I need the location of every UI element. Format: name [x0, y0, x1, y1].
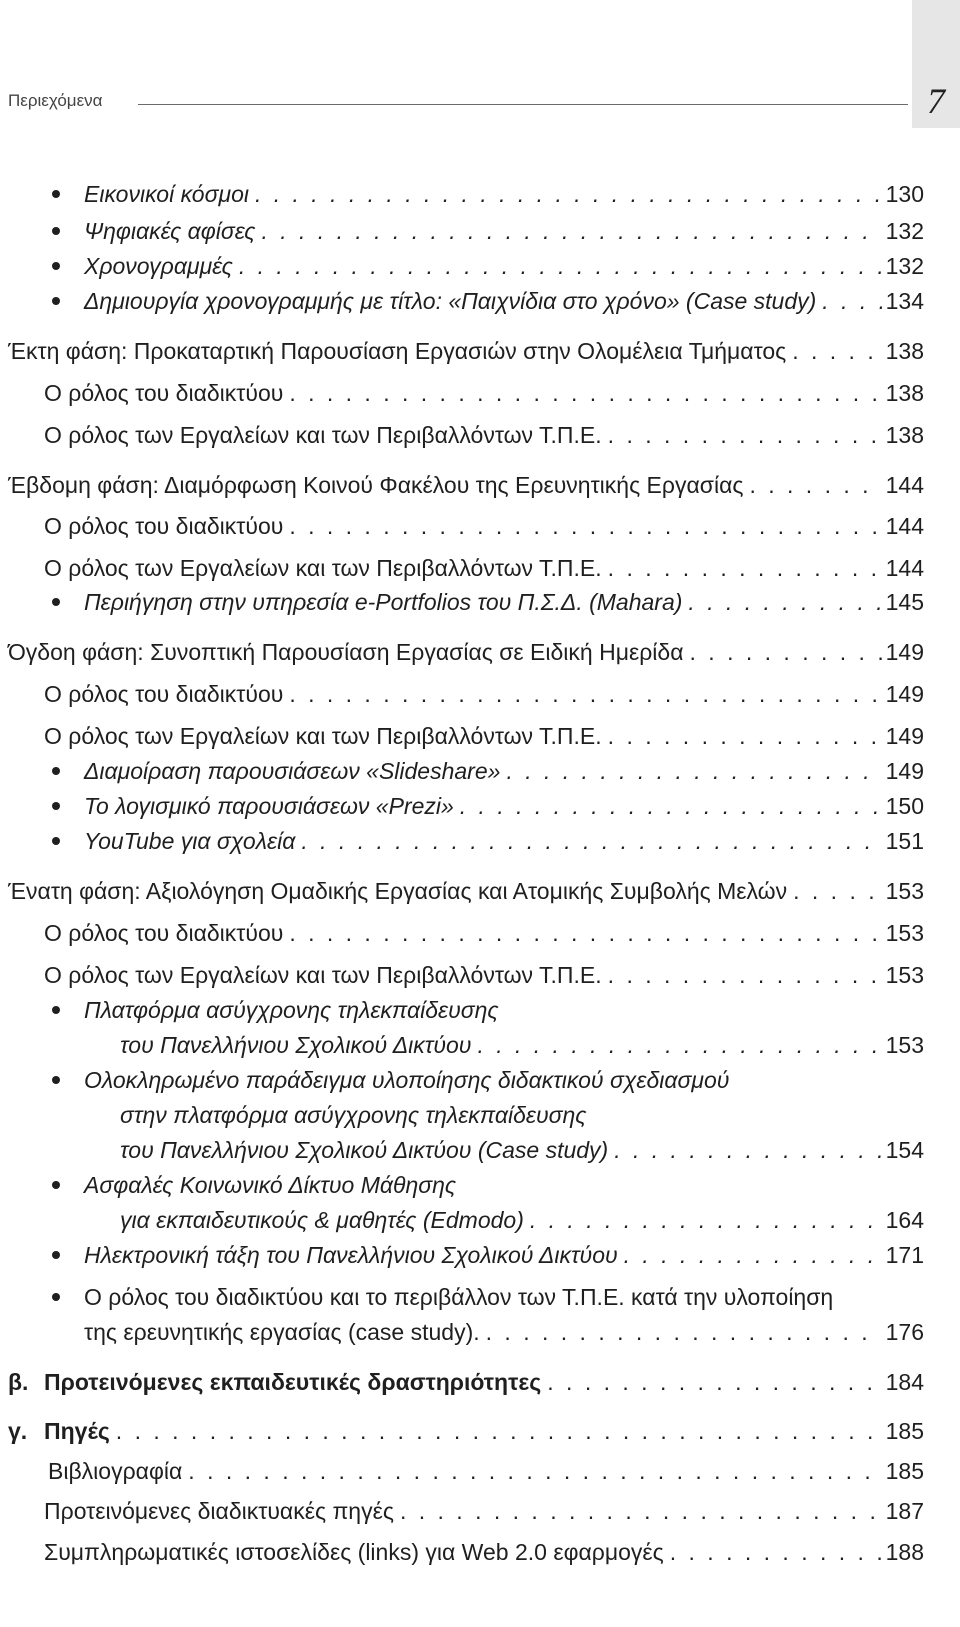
- bullet-icon: [52, 297, 60, 305]
- section-letter: β.: [8, 1369, 29, 1395]
- toc-entry: [84, 1240, 924, 1270]
- dot-leader: [289, 511, 881, 541]
- toc-entry: [48, 1456, 924, 1486]
- toc-entry-page: 153: [885, 920, 924, 946]
- dot-leader: [670, 1537, 882, 1567]
- toc-entry-title: της ερευνητικής εργασίας (case study).: [84, 1319, 480, 1345]
- bullet-icon: [52, 767, 60, 775]
- bullet-icon: [52, 1006, 60, 1014]
- toc-entry-page: 132: [885, 253, 924, 279]
- toc-entry: [44, 420, 924, 450]
- bullet-icon: [52, 1181, 60, 1189]
- toc-entry: [44, 511, 924, 541]
- toc-entry: [120, 1135, 924, 1165]
- toc-entry-page: 149: [885, 639, 924, 665]
- toc-entry-page: 144: [885, 513, 924, 539]
- toc-section-heading: [44, 1367, 924, 1397]
- toc-entry-page: 176: [885, 1319, 924, 1345]
- toc-entry: [44, 1496, 924, 1526]
- dot-leader: [793, 876, 882, 906]
- section-letter: γ.: [8, 1418, 28, 1444]
- toc-phase-heading: [8, 470, 924, 500]
- dot-leader: [289, 679, 881, 709]
- dot-leader: [608, 960, 882, 990]
- dot-leader: [749, 470, 881, 500]
- toc-entry-page: 184: [885, 1369, 924, 1395]
- toc-entry-title: Συμπληρωματικές ιστοσελίδες (links) για Web 2.0 εφαρμογές: [44, 1539, 664, 1565]
- toc-entry-page: 144: [885, 555, 924, 581]
- toc-entry-title: για εκπαιδευτικούς & μαθητές (Edmodo): [120, 1207, 524, 1233]
- dot-leader: [506, 756, 881, 786]
- dot-leader: [486, 1317, 882, 1347]
- dot-leader: [608, 553, 882, 583]
- toc-entry: [44, 1537, 924, 1567]
- bullet-icon: [52, 1076, 60, 1084]
- toc-entry-title: Ένατη φάση: Αξιολόγηση Ομαδικής Εργασίας και Ατομικής Συμβολής Μελών: [8, 878, 788, 904]
- toc-entry: [120, 1205, 924, 1235]
- toc-entry: [44, 918, 924, 948]
- page-header: [0, 0, 960, 130]
- bullet-icon: [52, 598, 60, 606]
- toc-entry: [84, 1317, 924, 1347]
- toc-entry: [84, 286, 924, 316]
- toc-entry: [44, 960, 924, 990]
- dot-leader: [688, 587, 881, 617]
- dot-leader: [255, 179, 882, 209]
- toc-entry-title: Εικονικοί κόσμοι: [84, 181, 249, 207]
- toc-entry-page: 150: [885, 793, 924, 819]
- dot-leader: [614, 1135, 881, 1165]
- toc-entry-title: του Πανελλήνιου Σχολικού Δικτύου (Case study): [120, 1137, 609, 1163]
- toc-entry: [84, 251, 924, 281]
- toc-entry-title: Χρονογραμμές: [84, 253, 233, 279]
- dot-leader: [477, 1030, 881, 1060]
- header-rule: [138, 104, 908, 105]
- dot-leader: [608, 420, 882, 450]
- dot-leader: [547, 1367, 881, 1397]
- toc-entry-line: Πλατφόρμα ασύγχρονης τηλεκπαίδευσης: [84, 997, 499, 1023]
- toc-entry-page: 145: [885, 589, 924, 615]
- toc-entry-title: Ο ρόλος των Εργαλείων και των Περιβαλλόντων Τ.Π.Ε.: [44, 962, 602, 988]
- toc-entry-title: Βιβλιογραφία: [48, 1458, 183, 1484]
- dot-leader: [116, 1416, 882, 1446]
- toc-entry-line: Ολοκληρωμένο παράδειγμα υλοποίησης διδακτικού σχεδιασμού: [84, 1067, 730, 1093]
- bullet-icon: [52, 262, 60, 270]
- toc-entry-page: 149: [885, 681, 924, 707]
- toc-entry-page: 185: [885, 1458, 924, 1484]
- toc-entry-title: Περιήγηση στην υπηρεσία e-Portfolios του Π.Σ.Δ. (Mahara): [84, 589, 683, 615]
- toc-entry: [44, 378, 924, 408]
- dot-leader: [822, 286, 881, 316]
- toc-entry-page: 188: [885, 1539, 924, 1565]
- toc-entry-title: Ψηφιακές αφίσες: [84, 218, 256, 244]
- toc-entry-title: Ο ρόλος του διαδικτύου: [44, 920, 284, 946]
- dot-leader: [301, 826, 881, 856]
- toc-entry-title: του Πανελλήνιου Σχολικού Δικτύου: [120, 1032, 472, 1058]
- toc-entry-page: 164: [885, 1207, 924, 1233]
- toc-entry-line: στην πλατφόρμα ασύγχρονης τηλεκπαίδευσης: [120, 1102, 587, 1128]
- toc-entry-page: 144: [885, 472, 924, 498]
- toc-entry-title: Ο ρόλος των Εργαλείων και των Περιβαλλόντων Τ.Π.Ε.: [44, 723, 602, 749]
- toc-entry-title: YouTube για σχολεία: [84, 828, 296, 854]
- toc-entry-page: 153: [885, 878, 924, 904]
- toc-entry-page: 149: [885, 723, 924, 749]
- dot-leader: [239, 251, 882, 281]
- bullet-icon: [52, 1293, 60, 1301]
- toc-entry: [84, 791, 924, 821]
- toc-entry-page: 138: [885, 422, 924, 448]
- toc-entry: [84, 216, 924, 246]
- bullet-icon: [52, 802, 60, 810]
- dot-leader: [608, 721, 882, 751]
- toc-entry: [84, 826, 924, 856]
- toc-entry-title: Ο ρόλος του διαδικτύου: [44, 681, 284, 707]
- toc-entry: [84, 587, 924, 617]
- toc-entry-title: Όγδοη φάση: Συνοπτική Παρουσίαση Εργασίας σε Ειδική Ημερίδα: [8, 639, 684, 665]
- toc-entry-page: 185: [885, 1418, 924, 1444]
- dot-leader: [261, 216, 881, 246]
- bullet-icon: [52, 837, 60, 845]
- toc-entry-title: Ο ρόλος του διαδικτύου: [44, 380, 284, 406]
- toc-entry-title: Προτεινόμενες εκπαιδευτικές δραστηριότητες: [44, 1369, 542, 1395]
- dot-leader: [460, 791, 882, 821]
- dot-leader: [289, 378, 881, 408]
- toc-entry-page: 154: [885, 1137, 924, 1163]
- toc-entry: [84, 756, 924, 786]
- toc-entry-page: 132: [885, 218, 924, 244]
- toc-entry-title: Δημιουργία χρονογραμμής με τίτλο: «Παιχνίδια στο χρόνο» (Case study): [84, 288, 817, 314]
- toc-entry-title: Ηλεκτρονική τάξη του Πανελλήνιου Σχολικού Δικτύου: [84, 1242, 618, 1268]
- toc-entry-page: 134: [885, 288, 924, 314]
- toc-entry-title: Προτεινόμενες διαδικτυακές πηγές: [44, 1498, 394, 1524]
- toc-entry-title: Το λογισμικό παρουσιάσεων «Prezi»: [84, 793, 454, 819]
- dot-leader: [289, 918, 881, 948]
- toc-entry: [84, 179, 924, 209]
- dot-leader: [530, 1205, 882, 1235]
- toc-entry-title: Ο ρόλος των Εργαλείων και των Περιβαλλόντων Τ.Π.Ε.: [44, 555, 602, 581]
- toc-entry-page: 171: [885, 1242, 924, 1268]
- toc-entry: [44, 721, 924, 751]
- toc-entry-page: 138: [885, 380, 924, 406]
- bullet-icon: [52, 190, 60, 198]
- toc-entry-title: Πηγές: [44, 1418, 110, 1444]
- toc-phase-heading: [8, 336, 924, 366]
- toc-entry-page: 153: [885, 962, 924, 988]
- toc-entry: [120, 1030, 924, 1060]
- toc-section-heading: [44, 1416, 924, 1446]
- toc-entry-page: 138: [885, 338, 924, 364]
- toc-entry-page: 151: [885, 828, 924, 854]
- toc-entry: [44, 553, 924, 583]
- toc-entry-page: 130: [885, 181, 924, 207]
- toc-entry-title: Έκτη φάση: Προκαταρτική Παρουσίαση Εργασιών στην Ολομέλεια Τμήματος: [8, 338, 787, 364]
- bullet-icon: [52, 227, 60, 235]
- dot-leader: [400, 1496, 882, 1526]
- toc-phase-heading: [8, 876, 924, 906]
- dot-leader: [690, 637, 882, 667]
- toc-entry-title: Ο ρόλος των Εργαλείων και των Περιβαλλόντων Τ.Π.Ε.: [44, 422, 602, 448]
- toc-entry: [44, 679, 924, 709]
- toc-entry-page: 187: [885, 1498, 924, 1524]
- dot-leader: [792, 336, 881, 366]
- toc-entry-title: Ο ρόλος του διαδικτύου: [44, 513, 284, 539]
- dot-leader: [624, 1240, 882, 1270]
- dot-leader: [188, 1456, 881, 1486]
- toc-entry-page: 149: [885, 758, 924, 784]
- section-label: Περιεχόμενα: [8, 91, 103, 110]
- toc-entry-title: Διαμοίραση παρουσιάσεων «Slideshare»: [84, 758, 501, 784]
- toc-entry-line: Ο ρόλος του διαδικτύου και το περιβάλλον των Τ.Π.Ε. κατά την υλοποίηση: [84, 1284, 834, 1310]
- toc-entry-page: 153: [885, 1032, 924, 1058]
- page-number: 7: [927, 81, 945, 121]
- toc-phase-heading: [8, 637, 924, 667]
- toc-entry-line: Ασφαλές Κοινωνικό Δίκτυο Μάθησης: [84, 1172, 457, 1198]
- toc-entry-title: Έβδομη φάση: Διαμόρφωση Κοινού Φακέλου της Ερευνητικής Εργασίας: [8, 472, 744, 498]
- page-number-box: [912, 0, 960, 128]
- bullet-icon: [52, 1251, 60, 1259]
